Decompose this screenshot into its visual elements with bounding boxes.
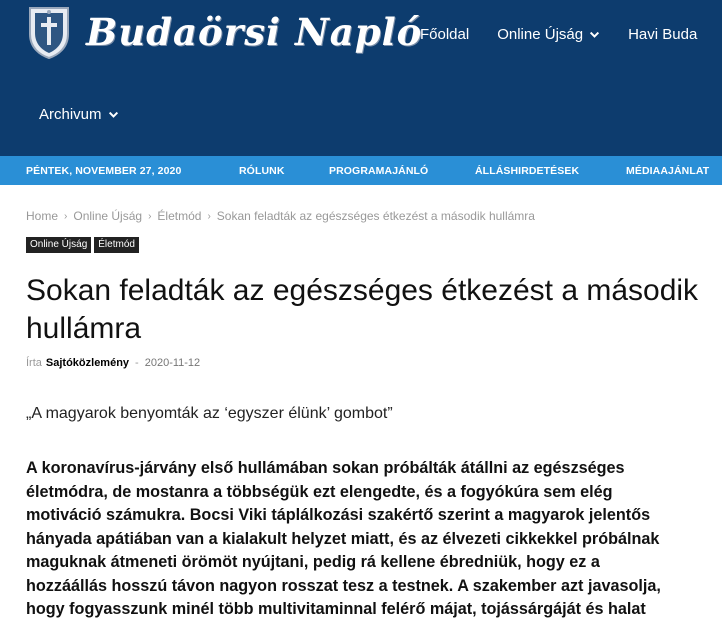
article-lead: „A magyarok benyomták az ‘egyszer élünk’ gombot” [26, 405, 393, 422]
topbar-link-mediaajanlat[interactable]: MÉDIAAJÁNLAT [626, 165, 710, 177]
author-label: Írta [26, 357, 42, 369]
body-line: életmódra, de mostanra a többségük ezt elengedte, és a fogyókúra sem elég [26, 482, 613, 501]
chevron-right-icon: › [207, 210, 211, 222]
category-tags [26, 237, 142, 253]
nav-item-label: Főoldal [420, 26, 470, 43]
body-line: A koronavírus-járvány első hullámában sokan próbálták átállni az egészséges [26, 459, 625, 477]
breadcrumb-home[interactable]: Home [26, 209, 59, 223]
nav-item-online-ujsag[interactable] [497, 26, 600, 43]
site-logo-text: Budaörsi Napló [86, 9, 423, 54]
topbar-link-rolunk[interactable]: RÓLUNK [239, 165, 285, 177]
topbar-link-allashirdetesek[interactable]: ÁLLÁSHIRDETÉSEK [475, 165, 580, 177]
body-line: hozzáállás hosszú távon nagyon rosszat tesz a testnek. A szakember azt javasolja, [26, 576, 661, 595]
nav-item-label: Online Újság [497, 26, 584, 43]
site-logo[interactable] [26, 4, 422, 60]
chevron-right-icon: › [64, 210, 68, 222]
body-line: hogy fogyasszunk minél több multivitaminnal felérő májat, tojássárgáját és halat [26, 600, 646, 618]
city-seal-icon [26, 4, 72, 60]
meta-separator: - [135, 357, 139, 369]
topbar-link-programajanlo[interactable]: PROGRAMAJÁNLÓ [329, 165, 429, 177]
category-tag-online-ujsag[interactable]: Online Újság [26, 237, 91, 253]
nav-item-archivum[interactable] [39, 106, 119, 123]
body-line: hányada apátiában van a kialakult helyzet miatt, és az élvezeti cikkekkel próbálnak [26, 529, 660, 548]
top-bar [0, 156, 722, 185]
current-date: PÉNTEK, NOVEMBER 27, 2020 [26, 165, 182, 177]
chevron-right-icon: › [148, 210, 152, 222]
breadcrumb-online-ujsag[interactable]: Online Újság [73, 209, 143, 223]
nav-item-havi-buda[interactable] [628, 26, 697, 43]
author-link[interactable]: Sajtóközlemény [45, 357, 130, 369]
main-nav [420, 26, 722, 43]
category-tag-eletmod[interactable]: Életmód [94, 237, 139, 253]
body-line: motiváció számukra. Bocsi Viki táplálkozási szakértő szerint a magyarok jelentős [26, 506, 651, 524]
nav-item-label: Archivum [39, 106, 102, 123]
nav-item-label: Havi Buda [628, 26, 698, 43]
breadcrumb [26, 209, 535, 223]
article-body [26, 457, 720, 622]
chevron-down-icon [589, 29, 600, 40]
publish-date: 2020-11-12 [144, 357, 201, 369]
article-meta [26, 357, 200, 369]
nav-item-fooldal[interactable] [420, 26, 469, 43]
article-title: Sokan feladták az egészséges étkezést a második hullámra [26, 274, 699, 345]
breadcrumb-eletmod[interactable]: Életmód [157, 209, 202, 223]
breadcrumb-current: Sokan feladták az egészséges étkezést a második hullámra [216, 209, 535, 223]
chevron-down-icon [108, 109, 119, 120]
body-line: maguknak átmeneti örömöt nyújtani, pedig rá kellene ébredniük, hogy ez a [26, 553, 600, 571]
site-header [0, 0, 722, 156]
